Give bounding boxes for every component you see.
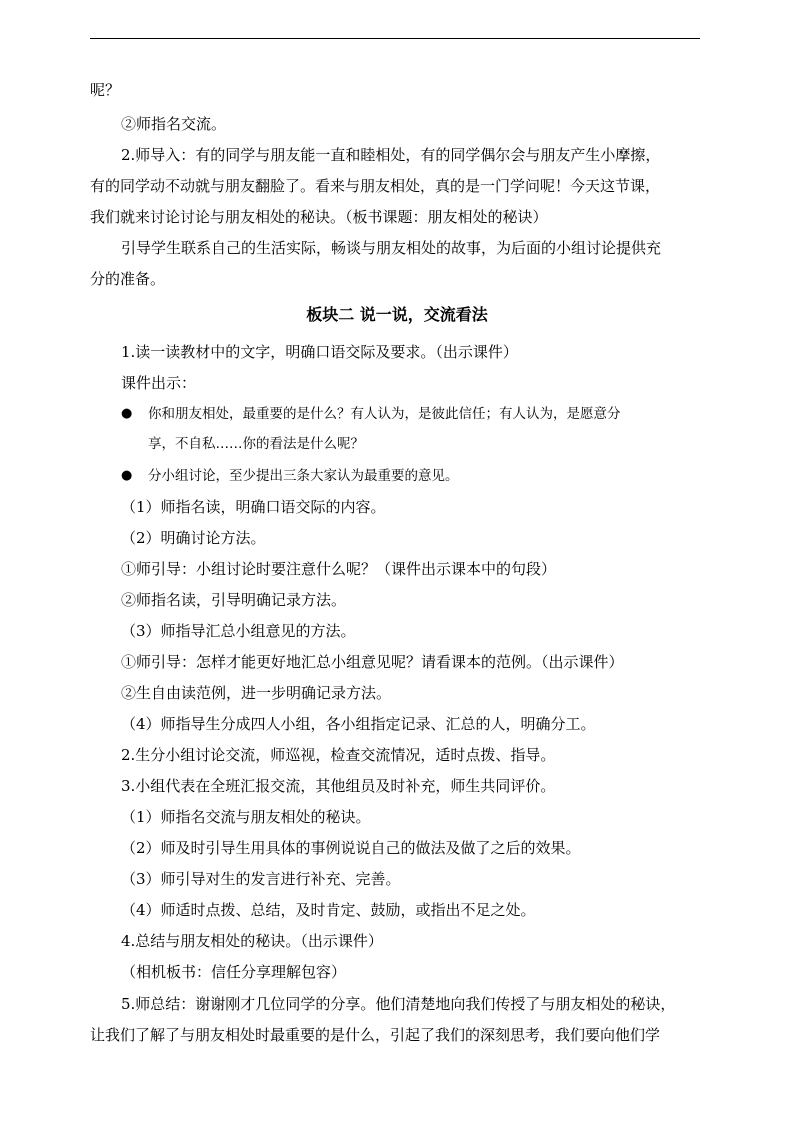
text-line: 5.师总结：谢谢刚才几位同学的分享。他们清楚地向我们传授了与朋友相处的秘诀，	[121, 995, 676, 1013]
section-title: 板块二 说一说，交流看法	[306, 305, 488, 324]
bullet-text: 享，不自私……你的看法是什么呢？	[148, 436, 364, 452]
text-line: （4）师适时点拨、总结，及时肯定、鼓励，或指出不足之处。	[121, 901, 536, 919]
text-line: （2）师及时引导生用具体的事例说说自己的做法及做了之后的效果。	[121, 839, 581, 857]
text-line: ②生自由读范例，进一步明确记录方法。	[121, 684, 392, 702]
text-line: 我们就来讨论讨论与朋友相处的秘诀。（板书课题：朋友相处的秘诀）	[90, 208, 548, 226]
text-line: 分的准备。	[90, 270, 166, 288]
text-line: 3.小组代表在全班汇报交流，其他组员及时补充，师生共同评价。	[121, 777, 556, 795]
text-line: 引导学生联系自己的生活实际，畅谈与朋友相处的故事，为后面的小组讨论提供充	[121, 239, 662, 257]
text-line: 呢？	[90, 81, 121, 99]
text-line: 4.总结与朋友相处的秘诀。（出示课件）	[121, 932, 383, 950]
text-line: ②师指名读，引导明确记录方法。	[121, 591, 347, 609]
bullet-icon: ●	[121, 468, 133, 483]
bullet-text: 分小组讨论，至少提出三条大家认为最重要的意见。	[148, 468, 459, 484]
text-line: （相机板书：信任分享理解包容）	[121, 963, 347, 981]
text-line: 课件出示：	[121, 374, 197, 392]
text-line: （1）师指名交流与朋友相处的秘诀。	[121, 808, 371, 826]
text-line: 2.师导入：有的同学与朋友能一直和睦相处，有的同学偶尔会与朋友产生小摩擦，	[121, 146, 661, 164]
text-line: （3）师引导对生的发言进行补充、完善。	[121, 870, 401, 888]
text-line: ②师指名交流。	[121, 115, 227, 133]
text-line: 1.读一读教材中的文字，明确口语交际及要求。（出示课件）	[121, 343, 518, 361]
text-line: ①师引导：小组讨论时要注意什么呢？（课件出示课本中的句段）	[121, 560, 557, 578]
text-line: （2）明确讨论方法。	[121, 529, 266, 547]
bullet-icon: ●	[121, 406, 133, 421]
text-line: （1）师指名读，明确口语交际的内容。	[121, 498, 386, 516]
text-line: 有的同学动不动就与朋友翻脸了。看来与朋友相处，真的是一门学问呢！今天这节课，	[90, 177, 661, 195]
bullet-text: 你和朋友相处，最重要的是什么？有人认为，是彼此信任；有人认为，是愿意分	[148, 406, 621, 422]
text-line: （4）师指导生分成四人小组，各小组指定记录、汇总的人，明确分工。	[121, 715, 596, 733]
text-line: ①师引导：怎样才能更好地汇总小组意见呢？请看课本的范例。（出示课件）	[121, 653, 624, 671]
text-line: 让我们了解了与朋友相处时最重要的是什么，引起了我们的深刻思考，我们要向他们学	[90, 1026, 661, 1044]
text-line: 2.生分小组讨论交流，师巡视，检查交流情况，适时点拨、指导。	[121, 746, 556, 764]
header-rule	[90, 38, 700, 39]
text-line: （3）师指导汇总小组意见的方法。	[121, 622, 356, 640]
